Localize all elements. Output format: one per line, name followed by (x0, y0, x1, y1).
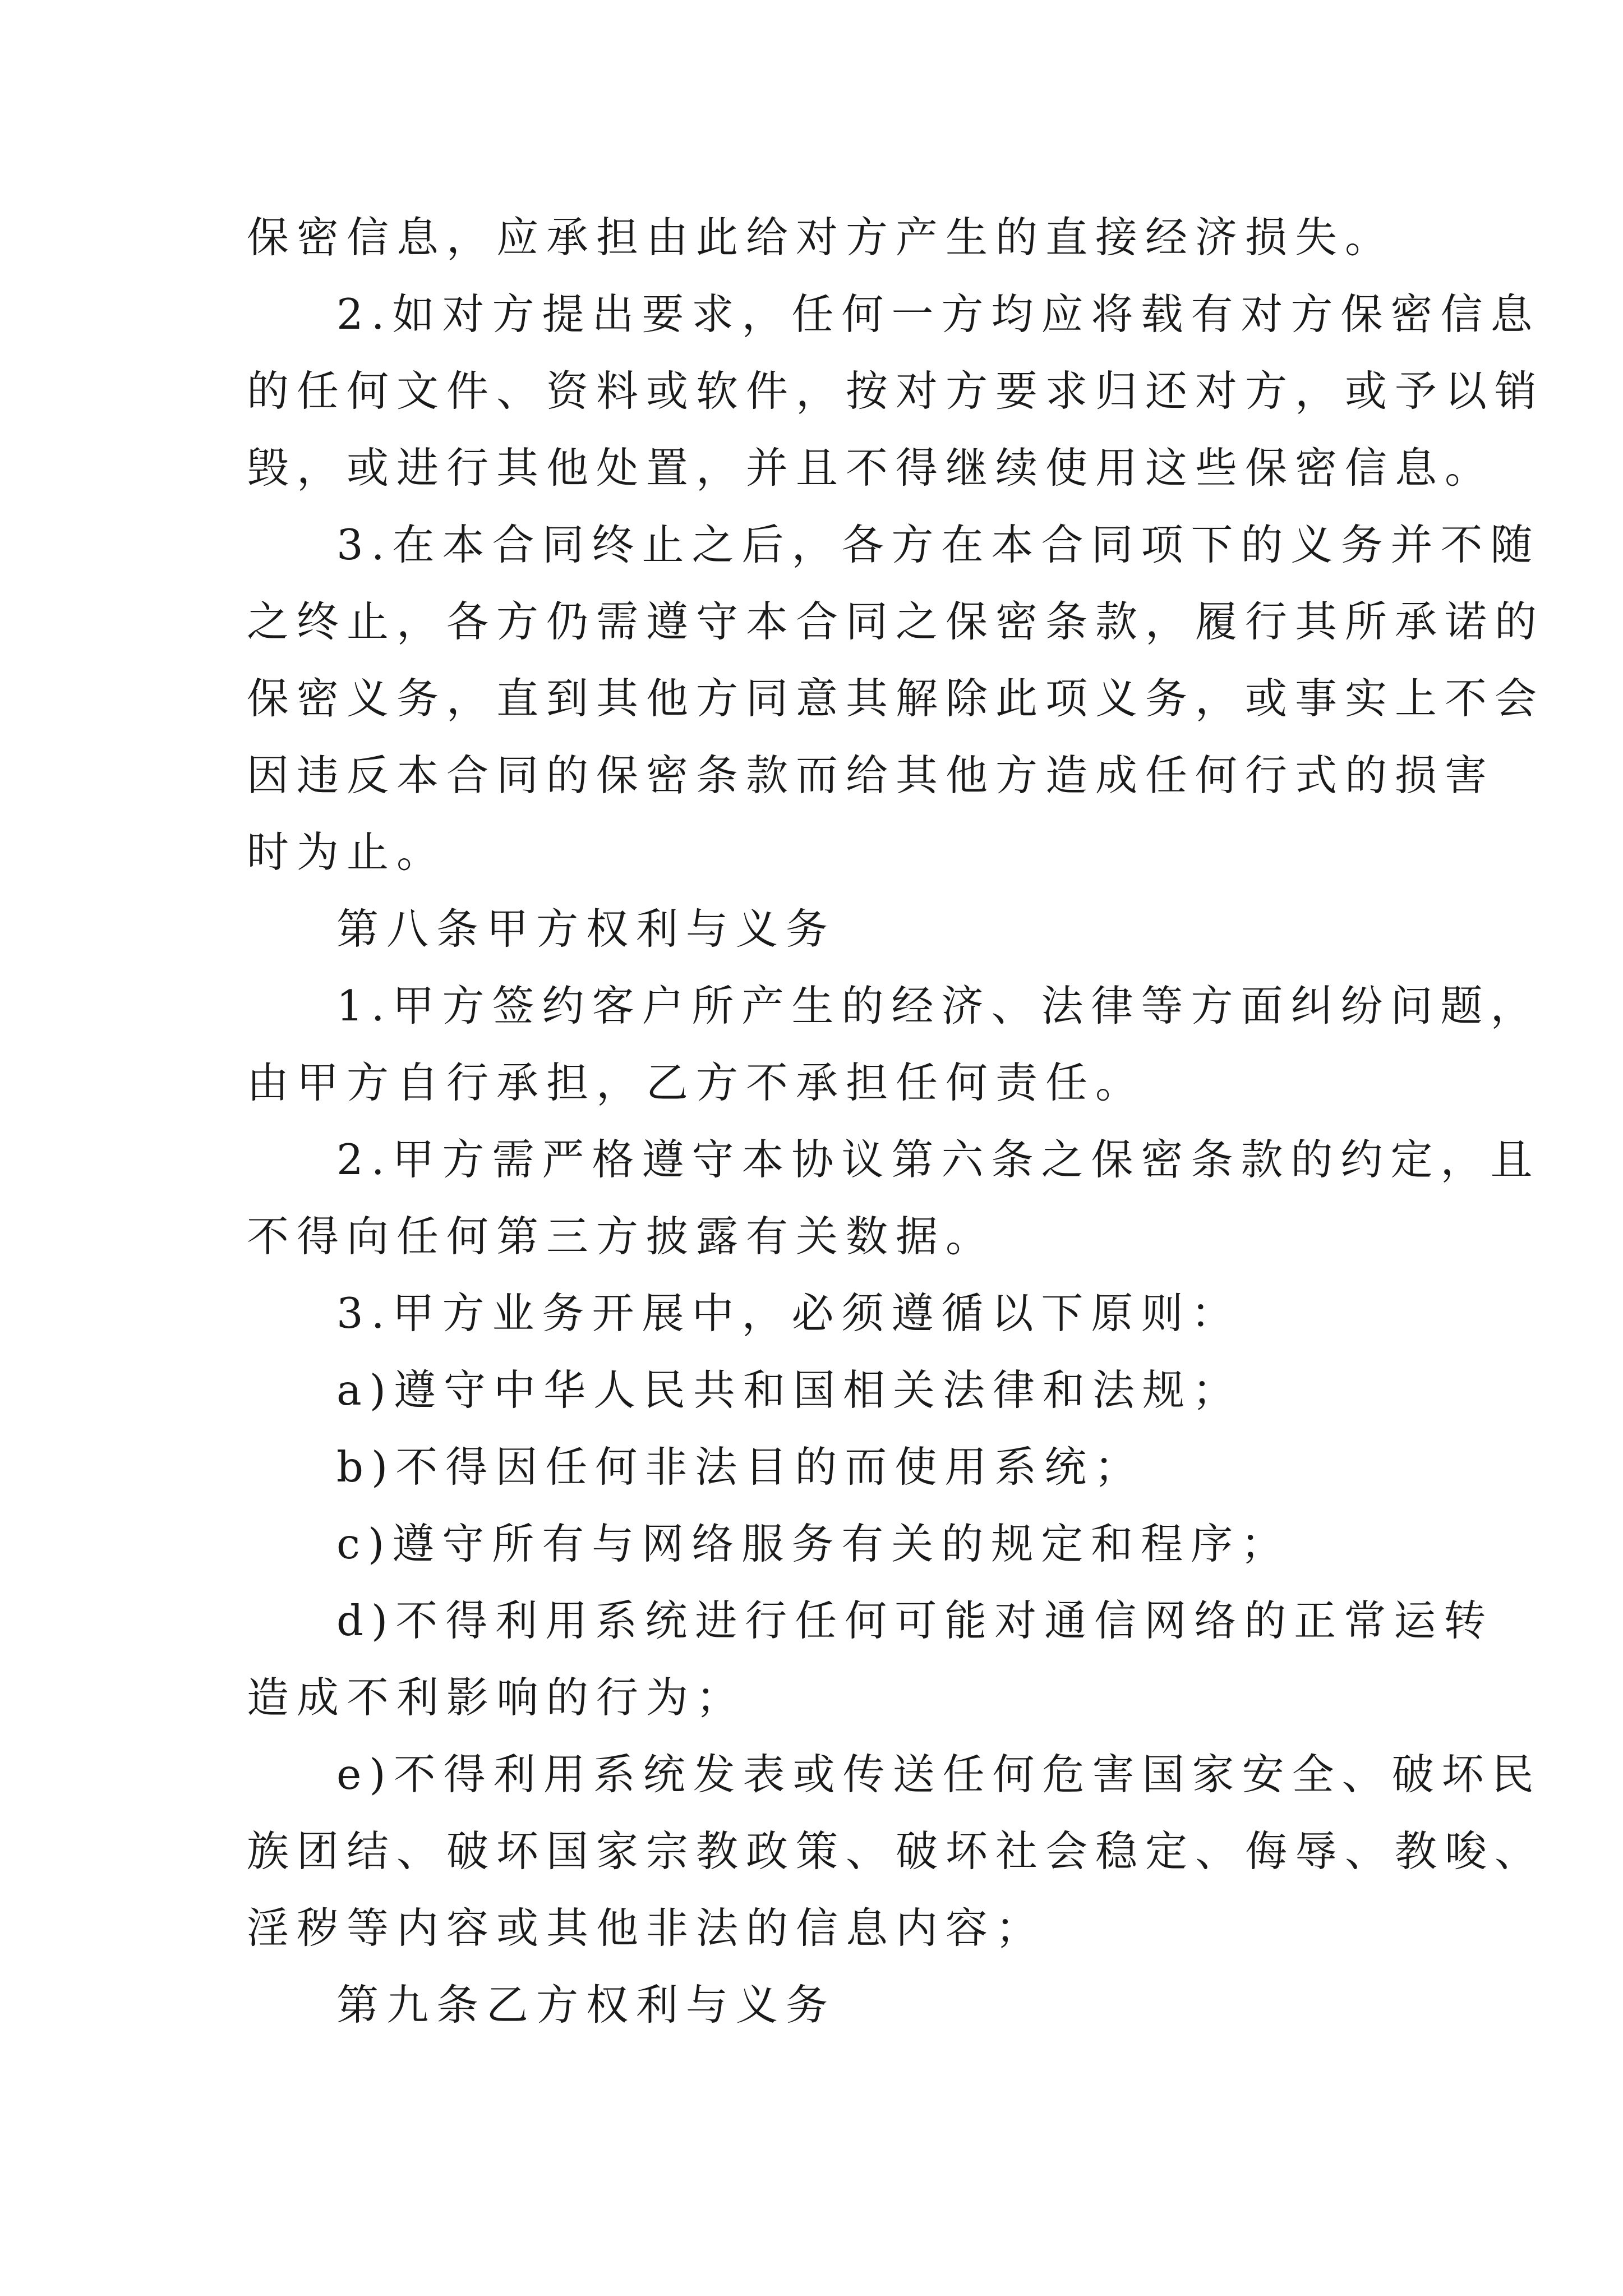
section-heading: 第九条乙方权利与义务 (336, 1980, 836, 2030)
text-line: 因违反本合同的保密条款而给其他方造成任何行式的损害 (247, 751, 1495, 800)
list-item: a)遵守中华人民共和国相关法律和法规； (336, 1365, 1242, 1415)
text-line: 保密信息，应承担由此给对方产生的直接经济损失。 (247, 213, 1395, 262)
text-line: 造成不利影响的行为； (247, 1673, 746, 1722)
text-line: 淫秽等内容或其他非法的信息内容； (247, 1903, 1046, 1953)
text-line: 2.如对方提出要求，任何一方均应将载有对方保密信息 (336, 289, 1541, 339)
text-line: 由甲方自行承担，乙方不承担任何责任。 (247, 1058, 1146, 1107)
text-line: 毁，或进行其他处置，并且不得继续使用这些保密信息。 (247, 443, 1495, 493)
text-line: 3.甲方业务开展中，必须遵循以下原则： (336, 1289, 1241, 1338)
section-heading: 第八条甲方权利与义务 (336, 904, 836, 954)
text-line: 2.甲方需严格遵守本协议第六条之保密条款的约定，且 (336, 1135, 1541, 1184)
text-line: 3.在本合同终止之后，各方在本合同项下的义务并不随 (336, 520, 1541, 569)
text-line: 之终止，各方仍需遵守本合同之保密条款，履行其所承诺的 (247, 597, 1545, 646)
text-line: 不得向任何第三方披露有关数据。 (247, 1212, 996, 1261)
text-line: 时为止。 (247, 827, 447, 877)
text-line: 1.甲方签约客户所产生的经济、法律等方面纠纷问题， (336, 981, 1541, 1030)
list-item: b)不得因任何非法目的而使用系统； (336, 1442, 1145, 1492)
text-line: 的任何文件、资料或软件，按对方要求归还对方，或予以销 (247, 366, 1545, 416)
document-body (247, 199, 1545, 2044)
list-item: e)不得利用系统发表或传送任何危害国家安全、破坏民 (336, 1750, 1542, 1799)
text-line: 保密义务，直到其他方同意其解除此项义务，或事实上不会 (247, 674, 1545, 723)
list-item: c)遵守所有与网络服务有关的规定和程序； (336, 1519, 1291, 1568)
text-line: 族团结、破坏国家宗教政策、破坏社会稳定、侮辱、教唆、 (247, 1826, 1545, 1876)
list-item: d)不得利用系统进行任何可能对通信网络的正常运转 (336, 1596, 1494, 1645)
